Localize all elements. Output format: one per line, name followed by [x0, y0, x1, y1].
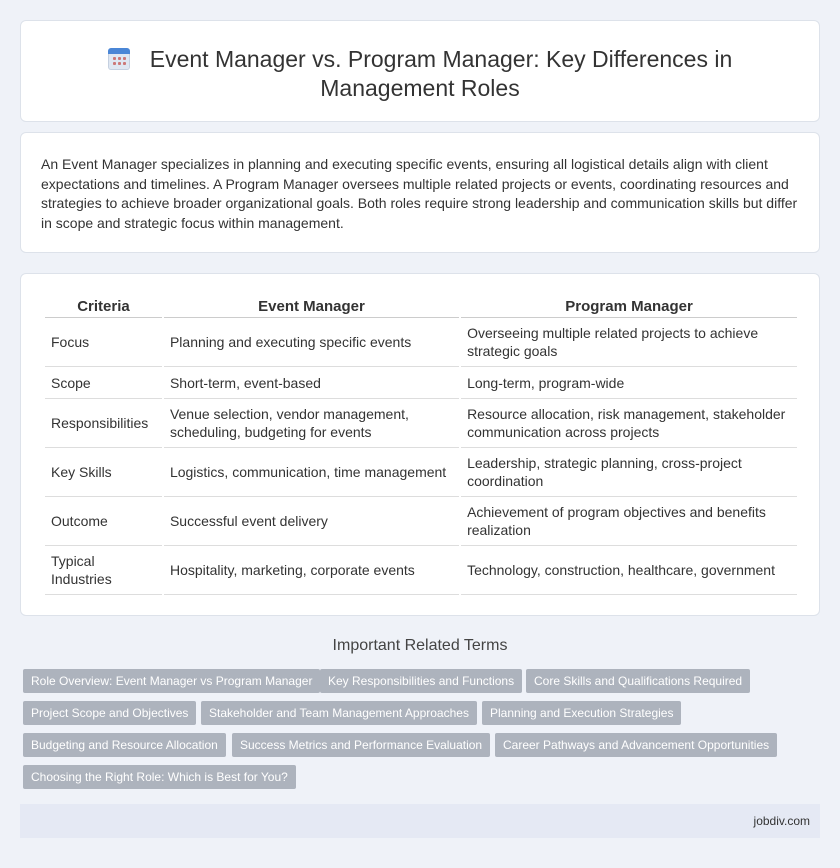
- header-event-manager: Event Manager: [164, 294, 459, 318]
- related-term-tag[interactable]: Planning and Execution Strategies: [482, 701, 681, 725]
- intro-card: [20, 132, 820, 253]
- related-terms-title: Important Related Terms: [332, 637, 508, 654]
- row-criteria: Focus: [45, 318, 162, 367]
- row-program-manager: Technology, construction, healthcare, government: [461, 546, 797, 595]
- row-program-manager: Long-term, program-wide: [461, 367, 797, 399]
- table-row: [45, 318, 797, 367]
- row-program-manager: Overseeing multiple related projects to achieve strategic goals: [461, 318, 797, 367]
- row-criteria: Responsibilities: [45, 399, 162, 448]
- table-row: [45, 497, 797, 546]
- row-criteria: Typical Industries: [45, 546, 162, 595]
- row-program-manager: Achievement of program objectives and benefits realization: [461, 497, 797, 546]
- related-term-tag[interactable]: Project Scope and Objectives: [23, 701, 196, 725]
- row-program-manager: Leadership, strategic planning, cross-project coordination: [461, 448, 797, 497]
- related-term-tag[interactable]: Stakeholder and Team Management Approaches: [201, 701, 477, 725]
- related-term-tag[interactable]: Choosing the Right Role: Which is Best for You?: [23, 765, 296, 789]
- footer-site[interactable]: jobdiv.com: [753, 814, 810, 828]
- row-event-manager: Logistics, communication, time management: [164, 448, 459, 497]
- related-term-tag[interactable]: Key Responsibilities and Functions: [320, 669, 522, 693]
- table-row: [45, 546, 797, 595]
- row-criteria: Key Skills: [45, 448, 162, 497]
- comparison-table: [43, 294, 799, 595]
- intro-paragraph: An Event Manager specializes in planning and executing specific events, ensuring all logistical details align with client expectations and timelines. A Program Manager oversees multiple related projects or events, coordinating resources and strategies to achieve broader organizational goals. Both roles require strong leadership and communication skills but differ in scope and strategic focus within management.: [41, 156, 798, 231]
- row-program-manager: Resource allocation, risk management, stakeholder communication across projects: [461, 399, 797, 448]
- header-program-manager: Program Manager: [461, 294, 797, 318]
- table-row: [45, 399, 797, 448]
- related-term-tag[interactable]: Success Metrics and Performance Evaluation: [232, 733, 490, 757]
- header-criteria: Criteria: [45, 294, 162, 318]
- table-row: [45, 367, 797, 399]
- comparison-card: [20, 273, 820, 616]
- page-title: Event Manager vs. Program Manager: Key Differences in Management Roles: [149, 46, 733, 101]
- title-card: [20, 20, 820, 122]
- row-criteria: Scope: [45, 367, 162, 399]
- row-event-manager: Venue selection, vendor management, scheduling, budgeting for events: [164, 399, 459, 448]
- related-term-tag[interactable]: Career Pathways and Advancement Opportunities: [495, 733, 777, 757]
- row-event-manager: Hospitality, marketing, corporate events: [164, 546, 459, 595]
- calendar-icon: [108, 48, 130, 70]
- row-criteria: Outcome: [45, 497, 162, 546]
- related-term-tag[interactable]: Role Overview: Event Manager vs Program Manager: [23, 669, 320, 693]
- footer: [20, 804, 820, 838]
- row-event-manager: Short-term, event-based: [164, 367, 459, 399]
- related-term-tag[interactable]: Core Skills and Qualifications Required: [526, 669, 750, 693]
- table-row: [45, 448, 797, 497]
- row-event-manager: Successful event delivery: [164, 497, 459, 546]
- row-event-manager: Planning and executing specific events: [164, 318, 459, 367]
- related-term-tag[interactable]: Budgeting and Resource Allocation: [23, 733, 226, 757]
- page-title-wrap: [21, 45, 819, 103]
